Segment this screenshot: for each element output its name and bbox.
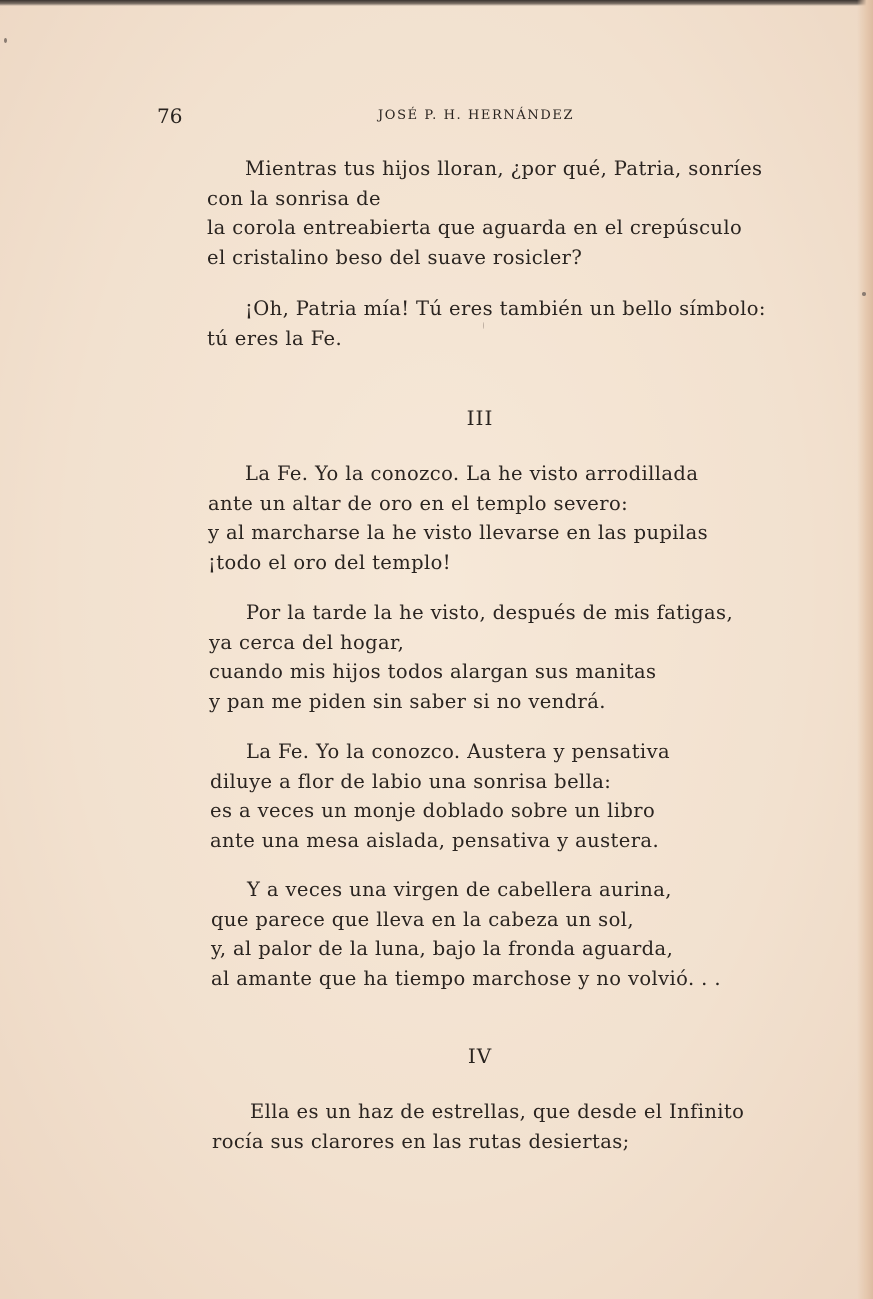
- stanza: [0, 294, 766, 353]
- stanza: [0, 875, 721, 993]
- verse-line: rocía sus clarores en las rutas desiertas;: [212, 1129, 630, 1153]
- verse-line: que parece que lleva en la cabeza un sol,: [211, 907, 634, 931]
- stanza: [0, 1097, 745, 1156]
- verse-line: La Fe. Yo la conozco. La he visto arrodillada: [245, 462, 699, 485]
- stanza: [0, 598, 734, 716]
- verse-line: ¡todo el oro del templo!: [208, 550, 452, 574]
- author-header: JOSÉ P. H. HERNÁNDEZ: [378, 108, 575, 123]
- stanza: [0, 154, 763, 272]
- verse-line: y pan me piden sin saber si no vendrá.: [209, 689, 606, 713]
- verse-line: ya cerca del hogar,: [209, 630, 405, 654]
- verse-line: ¡Oh, Patria mía! Tú eres también un bello símbolo:: [245, 297, 766, 320]
- verse-line: Y a veces una virgen de cabellera aurina,: [247, 878, 672, 901]
- verse-line: ante un altar de oro en el templo severo:: [208, 491, 629, 515]
- verse-line: Mientras tus hijos lloran, ¿por qué, Patria, sonríes: [245, 157, 763, 180]
- verse-line: diluye a flor de labio una sonrisa bella:: [210, 769, 612, 793]
- stanza: [0, 459, 708, 577]
- ink-speck: [862, 292, 866, 296]
- ink-speck: [4, 38, 7, 43]
- verse-line: y al marcharse la he visto llevarse en las pupilas: [208, 521, 708, 545]
- section-heading-iv: IV: [467, 1044, 493, 1068]
- verse-line: Por la tarde la he visto, después de mis fatigas,: [246, 601, 734, 624]
- page-right-edge: [857, 0, 873, 1299]
- page-top-edge: [0, 0, 873, 6]
- verse-line: es a veces un monje doblado sobre un libro: [210, 799, 656, 823]
- running-head: [0, 104, 873, 128]
- verse-line: La Fe. Yo la conozco. Austera y pensativa: [246, 740, 671, 763]
- verse-line: con la sonrisa de: [207, 186, 381, 210]
- verse-line: al amante que ha tiempo marchose y no volvió. . .: [211, 966, 721, 990]
- verse-line: ante una mesa aislada, pensativa y austera.: [210, 828, 660, 852]
- stanza: [0, 737, 671, 855]
- verse-line: cuando mis hijos todos alargan sus manitas: [209, 660, 657, 684]
- verse-line: tú eres la Fe.: [207, 326, 343, 350]
- page-number: 76: [157, 104, 183, 128]
- verse-line: el cristalino beso del suave rosicler?: [207, 245, 583, 269]
- section-heading-iii: III: [466, 406, 494, 430]
- verse-line: la corola entreabierta que aguarda en el crepúsculo: [207, 216, 743, 240]
- verse-line: y, al palor de la luna, bajo la fronda aguarda,: [211, 937, 674, 961]
- verse-line: Ella es un haz de estrellas, que desde el Infinito: [250, 1100, 745, 1123]
